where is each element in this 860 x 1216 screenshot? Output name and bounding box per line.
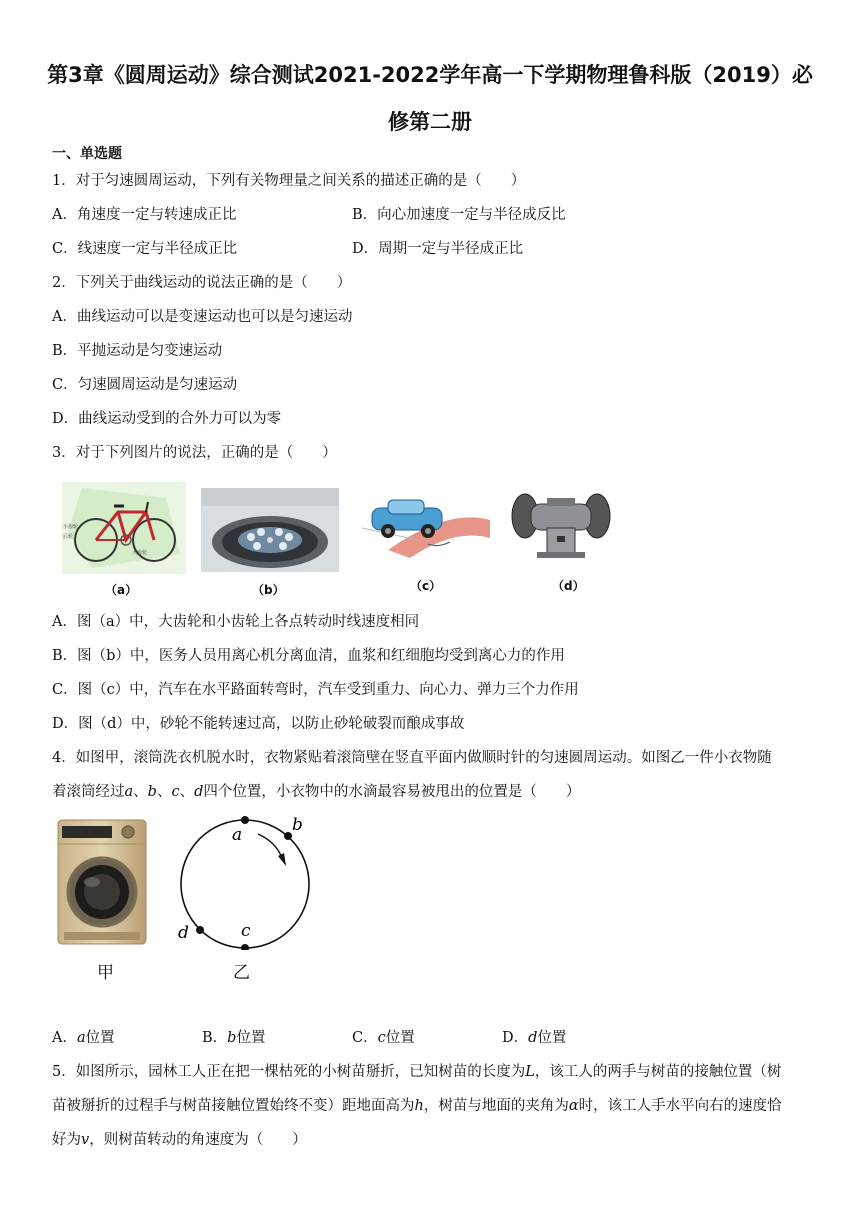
section-heading: 一、单选题 [52, 146, 122, 162]
q4-option-b: B．b位置 [202, 1030, 266, 1046]
drum-diagram [172, 810, 322, 950]
point-b-label: b [292, 815, 303, 835]
q4-option-c: C．c位置 [352, 1030, 415, 1046]
q4-option-a: A．a位置 [52, 1030, 115, 1046]
q4-stem-line1: 4．如图甲，滚筒洗衣机脱水时，衣物紧贴着滚筒壁在竖直平面内做顺时针的匀速圆周运动。如图乙一件小衣物随 [52, 750, 772, 766]
q1-stem: 1．对于匀速圆周运动，下列有关物理量之间关系的描述正确的是（ ） [52, 173, 526, 189]
bicycle-figure [62, 482, 186, 574]
caption-d: （d） [552, 579, 585, 593]
q3-option-a: A．图（a）中，大齿轮和小齿轮上各点转动时线速度相同 [52, 614, 420, 630]
q5-stem-line2: 苗被掰折的过程手与树苗接触位置始终不变）距地面高为h，树苗与地面的夹角为α时，该工人手水平向右的速度恰 [52, 1098, 782, 1114]
q2-option-a: A．曲线运动可以是变速运动也可以是匀速运动 [52, 309, 353, 325]
point-a-label: a [232, 825, 243, 845]
figure-label-jia: 甲 [97, 963, 114, 983]
q1-option-c: C．线速度一定与半径成正比 [52, 241, 238, 257]
page-title-line2: 修第二册 [388, 110, 472, 134]
point-d-label: d [178, 923, 189, 943]
bike-label-rear-wheel: 后轮 [63, 534, 74, 540]
centrifuge-figure [201, 488, 339, 572]
q2-option-c: C．匀速圆周运动是匀速运动 [52, 377, 238, 393]
caption-a: （a） [105, 583, 138, 597]
caption-c: （c） [410, 579, 442, 593]
q3-option-b: B．图（b）中，医务人员用离心机分离血清，血浆和红细胞均受到离心力的作用 [52, 648, 565, 664]
bike-label-small-gear: 小齿轮 [63, 524, 79, 530]
bike-label-big-gear: 大齿轮 [132, 550, 148, 556]
q1-option-a: A．角速度一定与转速成正比 [52, 207, 237, 223]
washing-machine-figure [56, 818, 148, 946]
q1-option-b: B．向心加速度一定与半径成反比 [352, 207, 566, 223]
q4-stem-line2: 着滚筒经过a、b、c、d四个位置，小衣物中的水滴最容易被甩出的位置是（ ） [52, 784, 581, 800]
q2-stem: 2．下列关于曲线运动的说法正确的是（ ） [52, 275, 352, 291]
q5-stem-line3: 好为v，则树苗转动的角速度为（ ） [52, 1132, 307, 1148]
figure-label-yi: 乙 [233, 963, 250, 983]
q1-option-d: D．周期一定与半径成正比 [352, 241, 524, 257]
point-c-label: c [241, 921, 251, 941]
car-turning-figure [358, 488, 490, 558]
q3-option-c: C．图（c）中，汽车在水平路面转弯时，汽车受到重力、向心力、弹力三个力作用 [52, 682, 579, 698]
q3-stem: 3．对于下列图片的说法，正确的是（ ） [52, 445, 337, 461]
q5-stem-line1: 5．如图所示，园林工人正在把一棵枯死的小树苗掰折，已知树苗的长度为L，该工人的两手与树苗的接触位置（树 [52, 1064, 782, 1080]
q3-option-d: D．图（d）中，砂轮不能转速过高，以防止砂轮破裂而酿成事故 [52, 716, 465, 732]
q2-option-d: D．曲线运动受到的合外力可以为零 [52, 411, 282, 427]
page-title-line1: 第3章《圆周运动》综合测试2021-2022学年高一下学期物理鲁科版（2019）必 [47, 63, 813, 87]
caption-b: （b） [252, 583, 285, 597]
q4-option-d: D．d位置 [502, 1030, 567, 1046]
q2-option-b: B．平抛运动是匀变速运动 [52, 343, 223, 359]
grinder-figure [509, 486, 613, 560]
